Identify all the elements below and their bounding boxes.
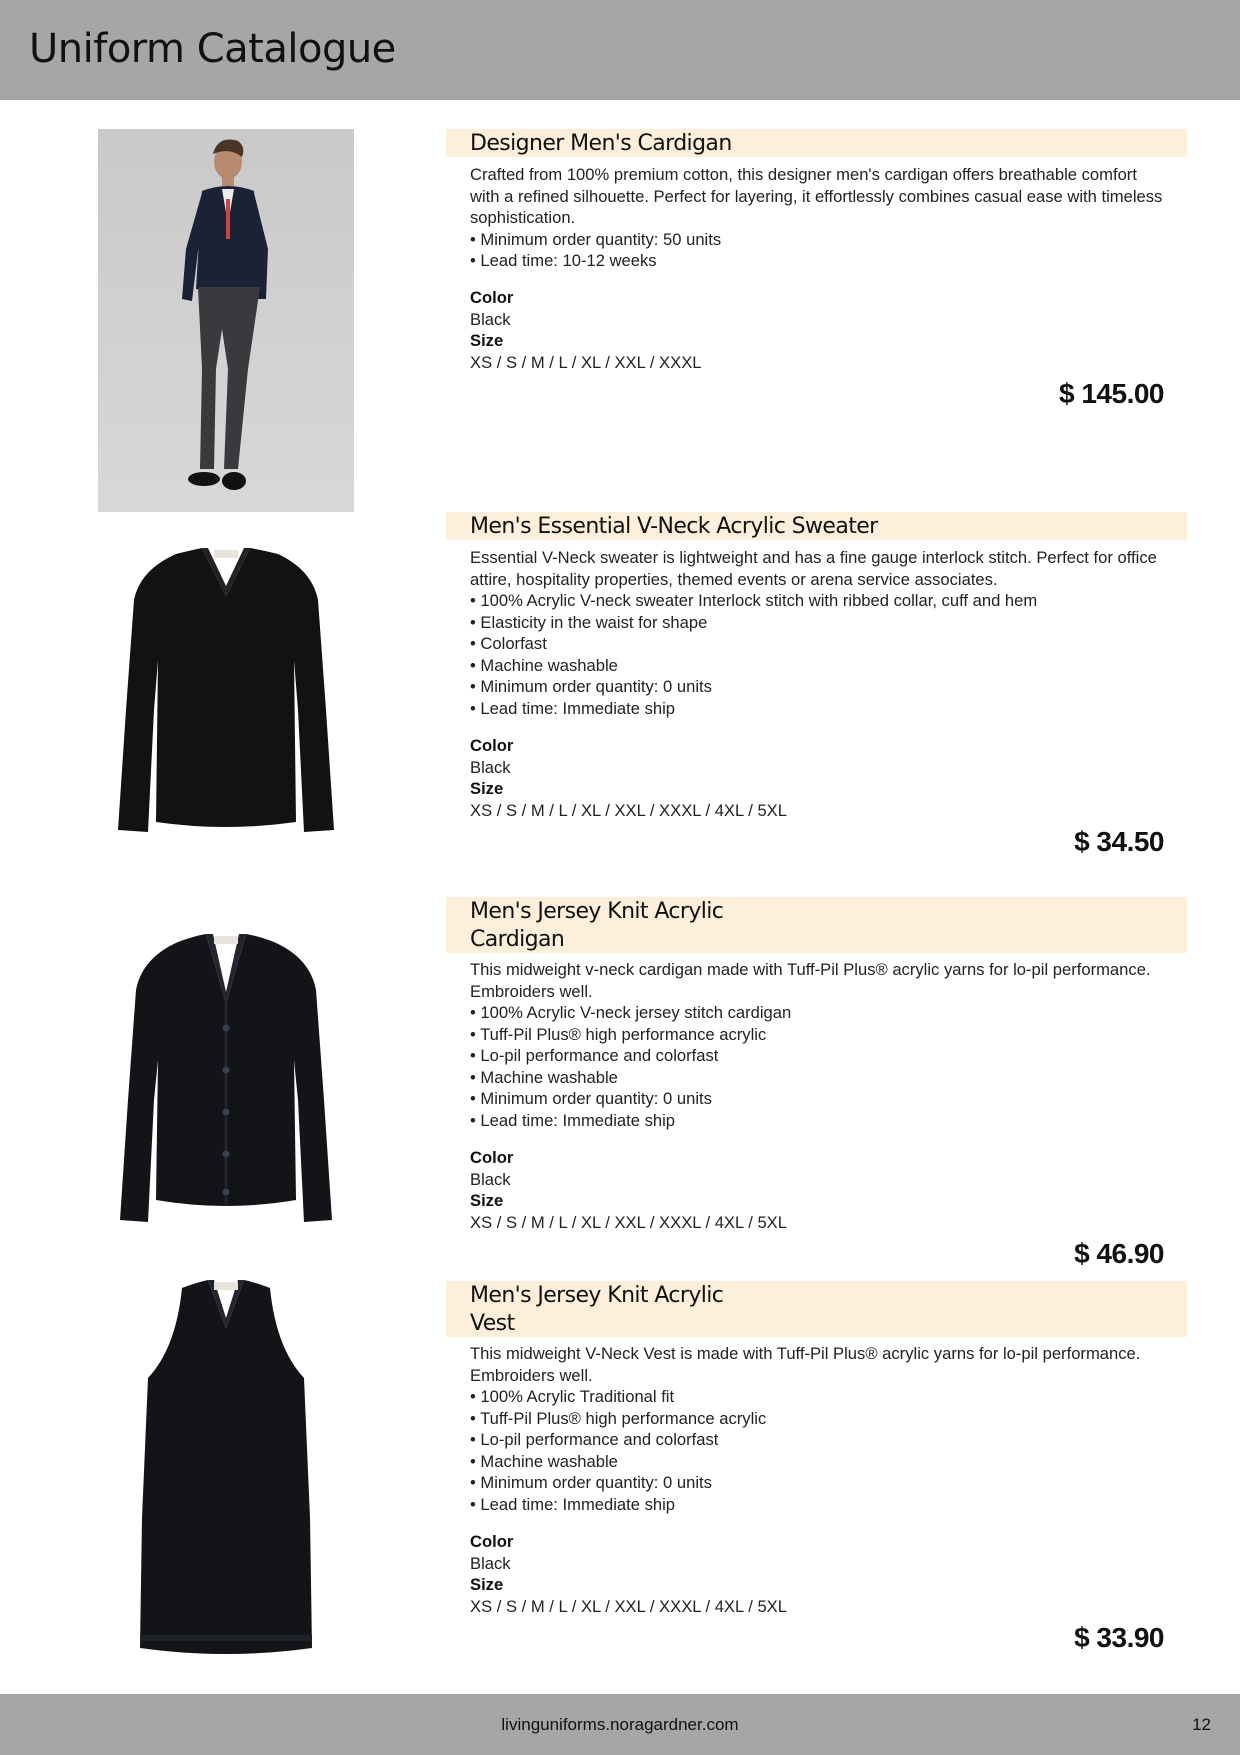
size-label: Size: [470, 331, 504, 350]
page-footer: [0, 1694, 1240, 1755]
product-title: Men's Essential V-Neck Acrylic Sweater: [470, 514, 878, 539]
product-price: $ 33.90: [1074, 1622, 1164, 1653]
product-title-line: Men's Jersey Knit Acrylic: [470, 1283, 724, 1308]
description-text: This midweight V-Neck Vest is made with Tuff-Pil Plus® acrylic yarns for lo-pil performance. Embroiders well.: [470, 1344, 1141, 1385]
page-number: 12: [1192, 1715, 1211, 1734]
cardigan-photo: [98, 930, 354, 1238]
product-title-band: [446, 129, 1187, 157]
bullet-item: • Tuff-Pil Plus® high performance acrylic: [470, 1024, 1170, 1046]
bullet-item: • Minimum order quantity: 0 units: [470, 1088, 1170, 1110]
product-description: [470, 547, 1170, 719]
product-title-line: Cardigan: [470, 927, 565, 952]
product-price: $ 34.50: [1074, 826, 1164, 857]
product-title: [470, 898, 1177, 954]
bullet-item: • Minimum order quantity: 0 units: [470, 676, 1170, 698]
size-value: XS / S / M / L / XL / XXL / XXXL / 4XL / 5XL: [470, 1596, 787, 1616]
product-description: [470, 164, 1170, 272]
color-label: Color: [470, 736, 514, 755]
bullet-item: • Minimum order quantity: 0 units: [470, 1472, 1170, 1494]
color-value: Black: [470, 1169, 511, 1189]
product-description: [470, 1343, 1170, 1515]
bullet-item: • Lo-pil performance and colorfast: [470, 1045, 1170, 1067]
bullet-item: • Lead time: Immediate ship: [470, 698, 1170, 720]
bullet-item: • 100% Acrylic Traditional fit: [470, 1386, 1170, 1408]
description-text: This midweight v-neck cardigan made with Tuff-Pil Plus® acrylic yarns for lo-pil performance. Embroiders well.: [470, 960, 1151, 1001]
bullet-item: • Lo-pil performance and colorfast: [470, 1429, 1170, 1451]
v-neck-sweater-photo: [98, 540, 354, 860]
bullet-item: • Minimum order quantity: 50 units: [470, 229, 1170, 251]
page-title: Uniform Catalogue: [29, 26, 396, 72]
product-title-band: [446, 1281, 1187, 1337]
size-label: Size: [470, 779, 504, 798]
vest-photo: [98, 1278, 354, 1664]
size-label: Size: [470, 1575, 504, 1594]
bullet-item: • Lead time: Immediate ship: [470, 1494, 1170, 1516]
bullet-item: • Elasticity in the waist for shape: [470, 612, 1170, 634]
bullet-item: • 100% Acrylic V-neck sweater Interlock stitch with ribbed collar, cuff and hem: [470, 590, 1170, 612]
size-value: XS / S / M / L / XL / XXL / XXXL: [470, 352, 702, 372]
bullet-item: • Tuff-Pil Plus® high performance acrylic: [470, 1408, 1170, 1430]
product-attributes: [470, 735, 1170, 821]
bullet-item: • Machine washable: [470, 1451, 1170, 1473]
bullet-item: • Machine washable: [470, 655, 1170, 677]
product-title: Designer Men's Cardigan: [470, 131, 732, 156]
product-attributes: [470, 1147, 1170, 1233]
bullet-item: • Lead time: Immediate ship: [470, 1110, 1170, 1132]
product-price: $ 145.00: [1059, 378, 1164, 409]
size-value: XS / S / M / L / XL / XXL / XXXL / 4XL / 5XL: [470, 800, 787, 820]
bullet-item: • Colorfast: [470, 633, 1170, 655]
product-title-line: Vest: [470, 1311, 515, 1336]
description-text: Crafted from 100% premium cotton, this designer men's cardigan offers breathable comfort with a refined silhouette. Perfect for layering, it effortlessly combines casual ease with timeless sophistication.: [470, 165, 1163, 227]
size-value: XS / S / M / L / XL / XXL / XXXL / 4XL / 5XL: [470, 1212, 787, 1232]
color-label: Color: [470, 1532, 514, 1551]
bullet-item: • Machine washable: [470, 1067, 1170, 1089]
page-header: [0, 0, 1240, 100]
color-value: Black: [470, 757, 511, 777]
description-text: Essential V-Neck sweater is lightweight and has a fine gauge interlock stitch. Perfect for office attire, hospitality properties, themed events or arena service associates.: [470, 548, 1157, 589]
product-title-band: [446, 512, 1187, 540]
bullet-item: • Lead time: 10-12 weeks: [470, 250, 1170, 272]
product-title: [470, 1282, 1177, 1338]
model-cardigan-photo: [98, 129, 354, 512]
product-attributes: [470, 1531, 1170, 1617]
bullet-item: • 100% Acrylic V-neck jersey stitch cardigan: [470, 1002, 1170, 1024]
product-price: $ 46.90: [1074, 1238, 1164, 1269]
product-description: [470, 959, 1170, 1131]
color-value: Black: [470, 1553, 511, 1573]
product-attributes: [470, 287, 1170, 373]
product-title-band: [446, 897, 1187, 953]
footer-url[interactable]: livinguniforms.noragardner.com: [501, 1715, 739, 1734]
product-title-line: Men's Jersey Knit Acrylic: [470, 899, 724, 924]
color-label: Color: [470, 1148, 514, 1167]
color-value: Black: [470, 309, 511, 329]
color-label: Color: [470, 288, 514, 307]
size-label: Size: [470, 1191, 504, 1210]
